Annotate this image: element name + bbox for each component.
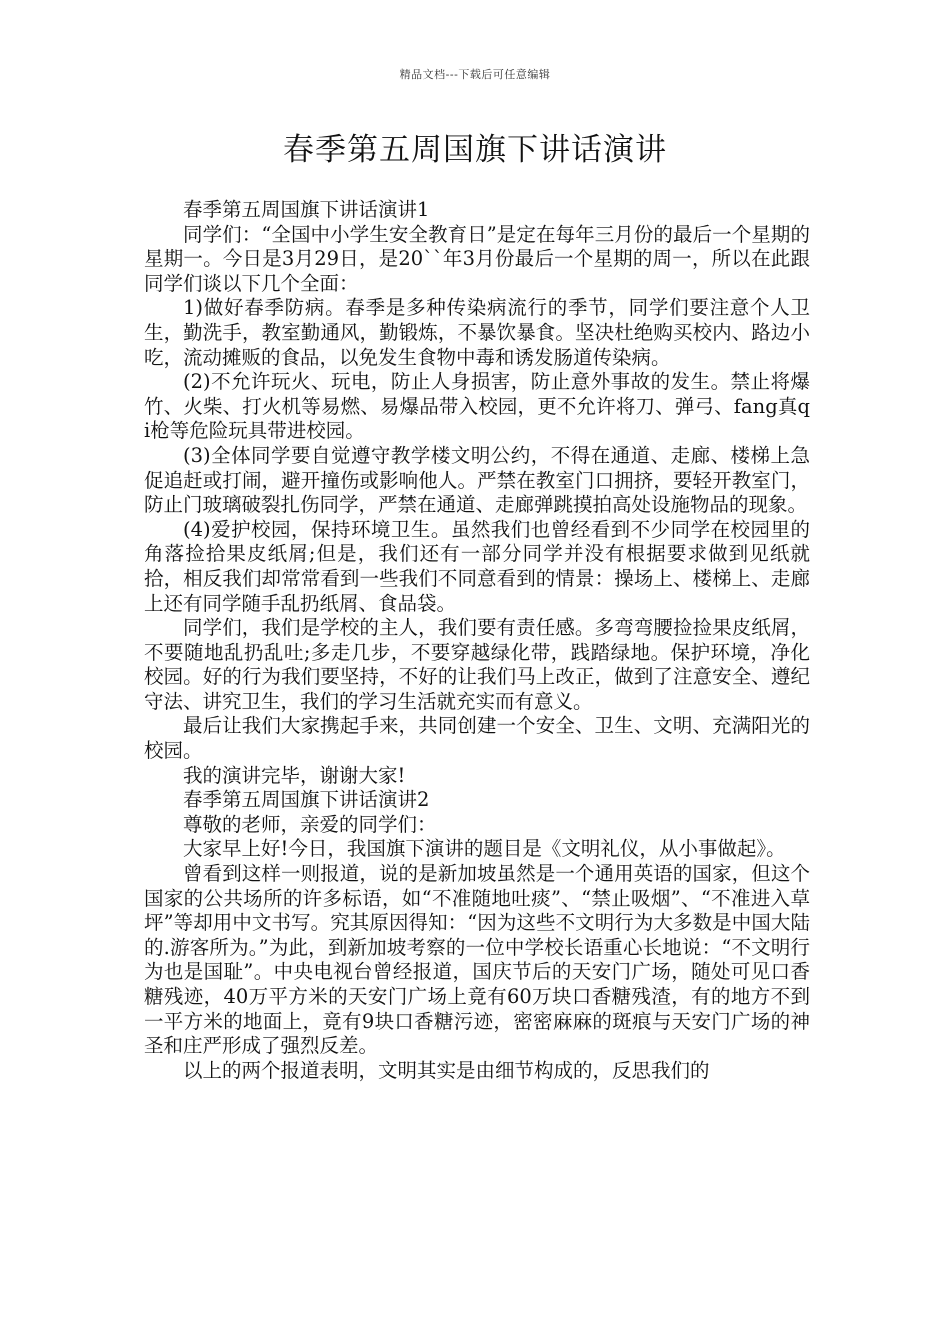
- speech-2-heading: 春季第五周国旗下讲话演讲2: [183, 788, 430, 812]
- paragraph-reflection: 以上的两个报道表明，文明其实是由细节构成的，反思我们的: [183, 1058, 710, 1082]
- paragraph-closing: 最后让我们大家携起手来，共同创建一个安全、卫生、文明、充满阳光的校园。: [144, 714, 810, 763]
- paragraph-report: 曾看到这样一则报道，说的是新加坡虽然是一个通用英语的国家，但这个国家的公共场所的许多标语，如“不准随地吐痰”、“禁止吸烟”、“不准进入草坪”等却用中文书写。究其原因得知：“因为这些不文明行为大多数是中国大陆的.游客所为。”为此，到新加坡考察的一位中学校长语重心长地说：“不文明行为也是国耻”。中央电视台曾经报道，国庆节后的天安门广场，随处可见口香糖残迹，40万平方米的天安门广场上竟有60万块口香糖残渣，有的地方不到一平方米的地面上，竟有9块口香糖污迹，密密麻麻的斑痕与天安门广场的神圣和庄严形成了强烈反差。: [144, 862, 810, 1058]
- document-title: 春季第五周国旗下讲话演讲: [283, 132, 667, 168]
- paragraph-point-1: 1)做好春季防病。春季是多种传染病流行的季节，同学们要注意个人卫生，勤洗手，教室勤通风，勤锻炼，不暴饮暴食。坚决杜绝购买校内、路边小吃，流动摊贩的食品，以免发生食物中毒和诱发肠道传染病。: [144, 296, 810, 369]
- document-body: [144, 198, 810, 1083]
- paragraph-point-2: (2)不允许玩火、玩电，防止人身损害，防止意外事故的发生。禁止将爆竹、火柴、打火机等易燃、易爆品带入校园，更不允许将刀、弹弓、fang真qi枪等危险玩具带进校园。: [144, 370, 810, 443]
- paragraph-salutation: 尊敬的老师，亲爱的同学们：: [183, 812, 437, 836]
- paragraph-topic: 大家早上好!今日，我国旗下演讲的题目是《文明礼仪，从小事做起》。: [183, 837, 786, 861]
- paragraph-point-3: (3)全体同学要自觉遵守教学楼文明公约，不得在通道、走廊、楼梯上急促追赶或打闹，避开撞伤或影响他人。严禁在教室门口拥挤，要轻开教室门，防止门玻璃破裂扎伤同学，严禁在通道、走廊弹跳摸拍高处设施物品的现象。: [144, 443, 810, 517]
- speech-1-heading: 春季第五周国旗下讲话演讲1: [183, 198, 430, 221]
- paragraph-point-4: (4)爱护校园，保持环境卫生。虽然我们也曾经看到不少同学在校园里的角落捡拾果皮纸屑;但是，我们还有一部分同学并没有根据要求做到见纸就拾，相反我们却常常看到一些我们不同意看到的情景：操场上、楼梯上、走廊上还有同学随手乱扔纸屑、食品袋。: [144, 517, 810, 615]
- paragraph-responsibility: 同学们，我们是学校的主人，我们要有责任感。多弯弯腰捡捡果皮纸屑，不要随地乱扔乱吐;多走几步，不要穿越绿化带，践踏绿地。保护环境，净化校园。好的行为我们要坚持，不好的让我们马上改正，做到了注意安全、遵纪守法、讲究卫生，我们的学习生活就充实而有意义。: [144, 616, 810, 713]
- paragraph-thanks: 我的演讲完毕，谢谢大家!: [183, 763, 406, 787]
- paragraph-greeting: 同学们：“全国中小学生安全教育日”是定在每年三月份的最后一个星期的星期一。今日是3月29日，是20``年3月份最后一个星期的周一，所以在此跟同学们谈以下几个全面：: [144, 222, 810, 295]
- header-note: 精品文档---下载后可任意编辑: [399, 68, 551, 81]
